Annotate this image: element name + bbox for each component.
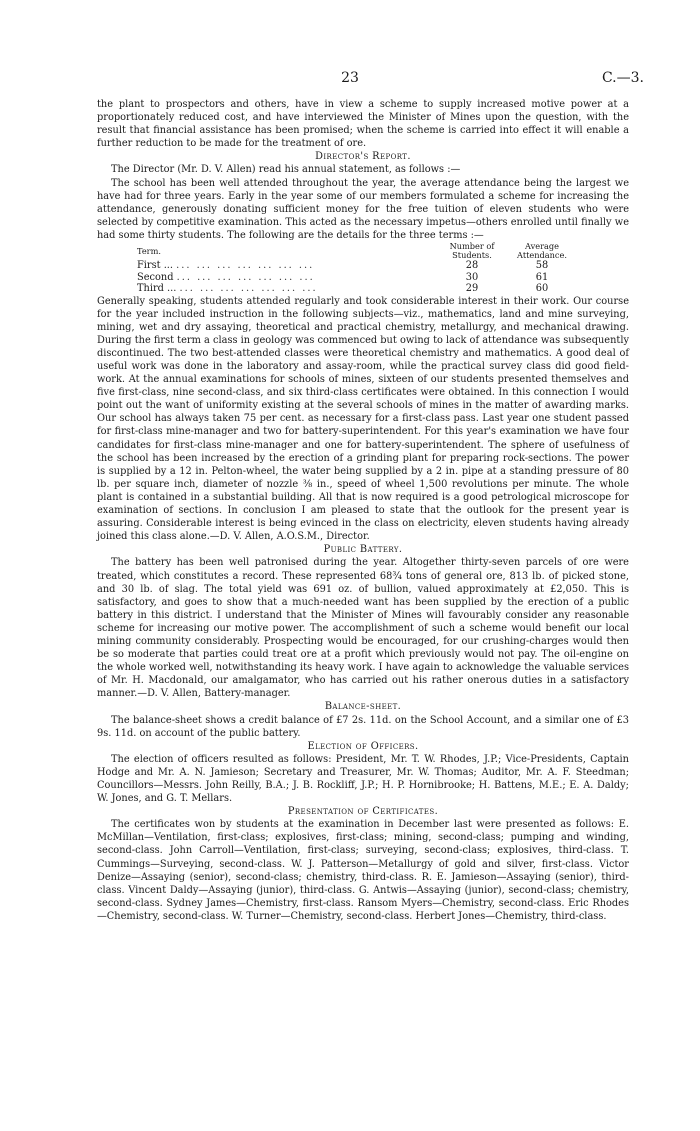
average-attendance: 61	[535, 271, 549, 283]
certificates-heading: Presentation of Certificates.	[287, 806, 439, 818]
public-battery-heading: Public Battery.	[323, 544, 403, 556]
director-report-heading: Director's Report.	[315, 151, 411, 163]
table-row	[137, 260, 577, 272]
table-row	[137, 283, 577, 295]
average-attendance: 60	[535, 283, 549, 295]
term-name: Third ...	[137, 283, 177, 295]
leader-dots: ... ... ... ... ... ... ...	[179, 283, 318, 295]
term-name: Second	[137, 271, 174, 283]
students-count: 29	[465, 283, 479, 295]
term-name: First ...	[137, 260, 174, 272]
students-count: 30	[465, 271, 479, 283]
col-term: Term.	[137, 245, 161, 256]
page-number: 23	[341, 70, 359, 86]
average-attendance: 58	[535, 260, 549, 272]
terms-table-header	[137, 242, 577, 260]
director-report-lead: The Director (Mr. D. V. Allen) read his annual statement, as follows :—	[111, 164, 461, 176]
students-count: 28	[465, 260, 479, 272]
director-report-paragraph-1: The school has been well attended throughout the year, the average attendance being the largest we have had for three years. Early in the year some of our members formulated a scheme for increasing the attendance, generously donating sufficient money for the free tuition of eleven students who were selected by competitive examination. This acted as the necessary impetus—others enrolled until finally we had some thirty students. The following are the details for the three terms :—	[97, 177, 629, 241]
col-attendance: Average Attendance.	[517, 241, 567, 261]
leader-dots: ... ... ... ... ... ... ...	[176, 260, 315, 272]
election-paragraph: The election of officers resulted as follows: President, Mr. T. W. Rhodes, J.P.; Vice-Presidents, Captain Hodge and Mr. A. N. Jamieson; Secretary and Treasurer, Mr. W. Thomas; Auditor, Mr. A. F. Steedman; Councillors—Messrs. John Reilly, B.A.; J. B. Rockliff, J.P.; H. P. Hornibrooke; H. Battens, M.E.; E. A. Daldy; W. Jones, and G. T. Mellars.	[97, 753, 629, 805]
public-battery-paragraph: The battery has been well patronised during the year. Altogether thirty-seven parcels of ore were treated, which constitutes a record. These represented 68¾ tons of general ore, 813 lb. of picked stone, and 30 lb. of slag. The total yield was 691 oz. of bullion, valued approximately at £2,050. This is satisfactory, and goes to show that a much-needed want has been supplied by the erection of a public battery in this district. I understand that the Minister of Mines will favourably consider any reasonable scheme for increasing our motive power. The accomplishment of such a scheme would benefit our local mining community considerably. Prospecting would be encouraged, for our crushing-charges would then be so moderate that parties could treat ore at a profit which previously would not pay. The oil-engine on the whole worked well, notwithstanding its heavy work. I have again to acknowledge the valuable services of Mr. H. Macdonald, our amalgamator, who has carried out his rather onerous duties in a satisfactory manner.—D. V. Allen, Battery-manager.	[97, 557, 629, 700]
election-heading: Election of Officers.	[307, 740, 419, 752]
director-report-paragraph-2: Generally speaking, students attended regularly and took considerable interest in their work. Our course for the year included instruction in the following subjects—viz., mathematics, land and mine surveying, mining, wet and dry assaying, theoretical and practical chemistry, metallurgy, and mechanical drawing. During the first term a class in geology was commenced but owing to lack of attendance was subsequently discontinued. The two best-attended classes were theoretical chemistry and mathematics. A good deal of useful work was done in the laboratory and assay-room, while the practical survey class did good field-work. At the annual examinations for schools of mines, sixteen of our students presented themselves and five first-class, nine second-class, and six third-class certificates were obtained. In this connection I would point out the want of uniformity existing at the several schools of mines in the matter of awarding marks. Our school has always taken 75 per cent. as necessary for a first-class pass. Last year one student passed for first-class mine-manager and two for battery-superintendent. For this year's examination we have four candidates for first-class mine-manager and one for battery-superintendent. The sphere of usefulness of the school has been increased by the erection of a grinding plant for preparing rock-sections. The power is supplied by a 12 in. Pelton-wheel, the water being supplied by a 2 in. pipe at a standing pressure of 80 lb. per square inch, diameter of nozzle ⅜ in., speed of wheel 1,500 revolutions per minute. The whole plant is contained in a substantial building. All that is now required is a good petrological microscope for examination of sections. In conclusion I am pleased to state that the outlook for the present year is assuring. Considerable interest is being evinced in the class on electricity, eleven students having already joined this class alone.—D. V. Allen, A.O.S.M., Director.	[97, 295, 629, 543]
intro-paragraph: the plant to prospectors and others, have in view a scheme to supply increased motive power at a proportionately reduced cost, and have interviewed the Minister of Mines upon the question, with the result that financial assistance has been promised; when the scheme is carried into effect it will enable a further reduction to be made for the treatment of ore.	[97, 99, 629, 150]
terms-table	[137, 242, 577, 295]
leader-dots: ... ... ... ... ... ... ...	[176, 271, 315, 283]
document-reference: C.—3.	[601, 70, 644, 86]
page-body	[97, 98, 629, 923]
table-row	[137, 272, 577, 284]
balance-sheet-heading: Balance-sheet.	[324, 701, 402, 713]
page-header	[0, 70, 700, 90]
certificates-paragraph: The certificates won by students at the examination in December last were presented as follows: E. McMillan—Ventilation, first-class; explosives, first-class; mining, second-class; pumping and winding, second-class. John Carroll—Ventilation, first-class; surveying, second-class; explosives, third-class. T. Cummings—Surveying, second-class. W. J. Patterson—Metallurgy of gold and silver, first-class. Victor Denize—Assaying (senior), second-class; chemistry, third-class. R. E. Jamieson—Assaying (senior), third-class. Vincent Daldy—Assaying (junior), third-class. G. Antwis—Assaying (junior), second-class; chemistry, second-class. Sydney James—Chemistry, first-class. Ransom Myers—Chemistry, second-class. Eric Rhodes—Chemistry, second-class. W. Turner—Chemistry, second-class. Herbert Jones—Chemistry, third-class.	[97, 819, 629, 922]
balance-sheet-paragraph: The balance-sheet shows a credit balance of £7 2s. 11d. on the School Account, and a similar one of £3 9s. 11d. on account of the public battery.	[97, 714, 629, 739]
col-students: Number of Students.	[449, 241, 495, 261]
